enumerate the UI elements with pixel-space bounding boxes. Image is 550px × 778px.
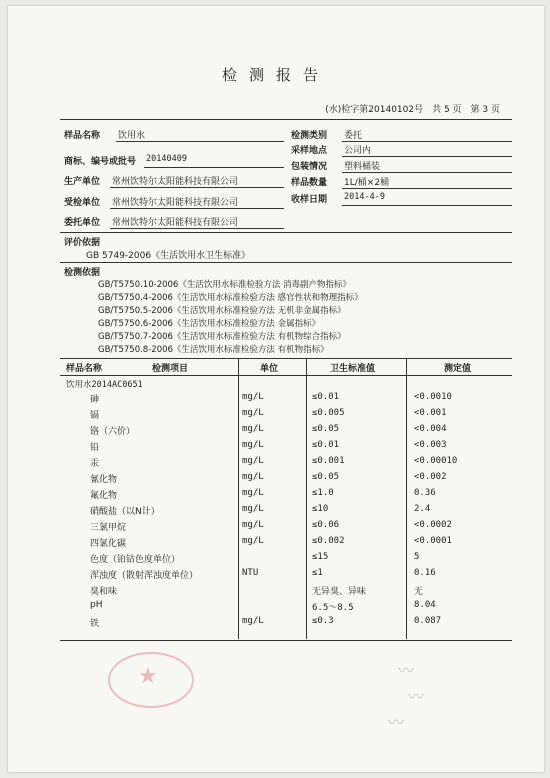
cell-item: 臭和味 — [90, 587, 118, 597]
method-item: GB/T5750.4-2006《生活饮用水标准检验方法 感官性状和物理指标》 — [98, 293, 363, 303]
method-item: GB/T5750.6-2006《生活饮用水标准检验方法 金属指标》 — [98, 319, 321, 329]
table-row — [60, 614, 512, 631]
cell-std: ≤0.05 — [312, 472, 340, 482]
cell-item: 铅 — [90, 443, 100, 453]
cell-unit: NTU — [242, 568, 259, 578]
underline — [342, 188, 512, 189]
cell-std: ≤0.001 — [312, 456, 345, 466]
qty: 1L/桶×2桶 — [344, 178, 390, 188]
inspected: 常州饮特尔太阳能科技有限公司 — [112, 198, 239, 208]
header-unit: 单位 — [260, 364, 279, 374]
cell-val: <0.004 — [414, 424, 447, 434]
header-item: 检测项目 — [152, 364, 189, 374]
table-bottom-border — [60, 640, 512, 641]
cell-unit: mg/L — [242, 488, 264, 498]
underline — [144, 167, 284, 168]
sample-place-label: 采样地点 — [291, 146, 328, 156]
eval-standard: GB 5749-2006《生活饮用水卫生标准》 — [86, 251, 251, 261]
cell-std: ≤0.002 — [312, 536, 345, 546]
cell-item: 三氯甲烷 — [90, 523, 127, 533]
underline — [110, 228, 284, 229]
sample-name: 饮用水 — [118, 131, 146, 141]
qty-label: 样品数量 — [291, 178, 328, 188]
report-ref: (水)检字第20140102号 共 5 页 第 3 页 — [325, 105, 500, 115]
cell-val: <0.0001 — [414, 536, 452, 546]
eval-label: 评价依据 — [64, 238, 101, 248]
cell-unit: mg/L — [242, 440, 264, 450]
cell-unit: mg/L — [242, 520, 264, 530]
cell-val: 0.087 — [414, 616, 442, 626]
method-item: GB/T5750.8-2006《生活饮用水标准检验方法 有机物指标》 — [98, 345, 329, 355]
date: 2014-4-9 — [344, 192, 385, 202]
cell-val: 无 — [414, 587, 424, 597]
producer: 常州饮特尔太阳能科技有限公司 — [112, 177, 239, 187]
sample-id: 饮用水2014AC0651 — [66, 380, 143, 390]
official-seal: ★ — [108, 652, 194, 708]
producer-label: 生产单位 — [64, 177, 101, 187]
signatures: 〰 〰 〰 — [388, 661, 425, 732]
table-row — [60, 534, 512, 551]
cell-std: ≤0.005 — [312, 408, 345, 418]
client: 常州饮特尔太阳能科技有限公司 — [112, 218, 239, 228]
underline — [116, 141, 284, 142]
divider — [60, 262, 512, 263]
package-label: 包装情况 — [291, 162, 328, 172]
cell-unit: mg/L — [242, 616, 264, 626]
table-row — [60, 438, 512, 455]
cell-std: 无异臭、异味 — [312, 587, 367, 597]
cell-std: 6.5～8.5 — [312, 603, 354, 613]
package: 塑料桶装 — [344, 162, 381, 172]
underline — [342, 205, 512, 206]
method-item: GB/T5750.10-2006《生活饮用水标准检验方法 消毒副产物指标》 — [98, 280, 352, 290]
cell-unit: mg/L — [242, 536, 264, 546]
cell-item: 汞 — [90, 459, 100, 469]
underline — [342, 172, 512, 173]
cell-item: 镉 — [90, 411, 100, 421]
method-label: 检测依据 — [64, 268, 101, 278]
method-item: GB/T5750.7-2006《生活饮用水标准检验方法 有机物综合指标》 — [98, 332, 346, 342]
cell-val: 5 — [414, 552, 420, 562]
table-row — [60, 566, 512, 583]
table-row — [60, 550, 512, 567]
divider — [60, 119, 512, 120]
cell-unit: mg/L — [242, 456, 264, 466]
table-row — [60, 598, 512, 615]
table-row — [60, 518, 512, 535]
table-row — [60, 422, 512, 439]
cell-val: 0.36 — [414, 488, 436, 498]
cell-unit: mg/L — [242, 392, 264, 402]
client-label: 委托单位 — [64, 218, 101, 228]
date-label: 收样日期 — [291, 195, 328, 205]
table-row — [60, 406, 512, 423]
cell-val: <0.0002 — [414, 520, 452, 530]
cell-std: ≤0.05 — [312, 424, 340, 434]
header-standard: 卫生标准值 — [330, 364, 376, 374]
cell-val: <0.0010 — [414, 392, 452, 402]
test-type: 委托 — [344, 131, 363, 141]
cell-item: 氟化物 — [90, 491, 118, 501]
table-row — [60, 470, 512, 487]
brand-label: 商标、编号或批号 — [64, 157, 137, 167]
table-header-border — [60, 375, 512, 376]
underline — [110, 208, 284, 209]
cell-unit: mg/L — [242, 472, 264, 482]
brand: 20140409 — [146, 154, 187, 164]
table-row — [60, 486, 512, 503]
table-row — [60, 502, 512, 519]
cell-val: <0.003 — [414, 440, 447, 450]
cell-item: 铁 — [90, 619, 100, 629]
cell-std: ≤0.06 — [312, 520, 340, 530]
cell-item: 色度（铂钴色度单位） — [90, 555, 181, 565]
cell-std: ≤1 — [312, 568, 323, 578]
underline — [342, 156, 512, 157]
cell-val: <0.001 — [414, 408, 447, 418]
report-title: 检测报告 — [221, 66, 330, 84]
sample-name-label: 样品名称 — [64, 131, 101, 141]
cell-val: 0.16 — [414, 568, 436, 578]
cell-std: ≤0.01 — [312, 392, 340, 402]
table-header — [60, 359, 512, 376]
cell-std: ≤10 — [312, 504, 329, 514]
cell-val: 8.04 — [414, 600, 436, 610]
cell-std: ≤0.3 — [312, 616, 334, 626]
table-row — [60, 390, 512, 407]
table-row — [60, 582, 512, 599]
cell-val: <0.00010 — [414, 456, 458, 466]
inspected-label: 受检单位 — [64, 198, 101, 208]
sample-place: 公司内 — [344, 146, 372, 156]
cell-unit: mg/L — [242, 424, 264, 434]
cell-item: 铬（六价） — [90, 427, 136, 437]
cell-item: pH — [90, 600, 103, 610]
cell-std: ≤15 — [312, 552, 329, 562]
header-result: 测定值 — [444, 364, 472, 374]
divider — [60, 232, 512, 233]
cell-item: 硝酸盐（以N计） — [90, 507, 160, 517]
cell-unit: mg/L — [242, 408, 264, 418]
method-item: GB/T5750.5-2006《生活饮用水标准检验方法 无机非金属指标》 — [98, 306, 346, 316]
cell-item: 浑浊度（散射浑浊度单位） — [90, 571, 199, 581]
cell-item: 氰化物 — [90, 475, 118, 485]
cell-std: ≤1.0 — [312, 488, 334, 498]
cell-val: <0.002 — [414, 472, 447, 482]
cell-std: ≤0.01 — [312, 440, 340, 450]
header-sample-name: 样品名称 — [66, 364, 103, 374]
cell-item: 砷 — [90, 395, 100, 405]
report-page — [8, 6, 544, 772]
cell-val: 2.4 — [414, 504, 431, 514]
test-type-label: 检测类别 — [291, 131, 328, 141]
table-row — [60, 454, 512, 471]
underline — [110, 187, 284, 188]
cell-item: 四氯化碳 — [90, 539, 127, 549]
underline — [342, 141, 512, 142]
cell-unit: mg/L — [242, 504, 264, 514]
